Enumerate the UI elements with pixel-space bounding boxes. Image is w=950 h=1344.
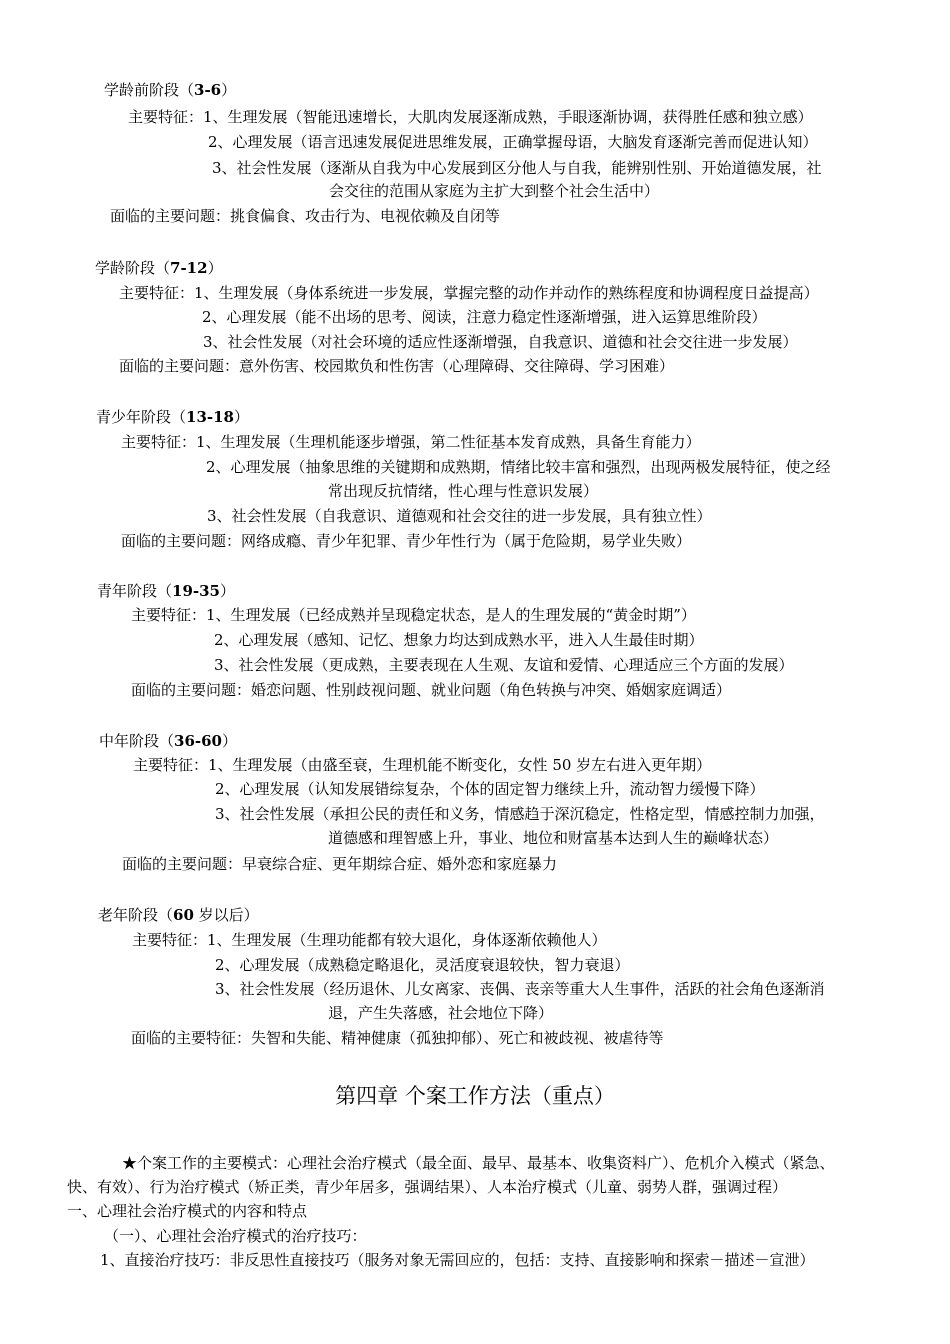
feature-line: 2、心理发展（认知发展错综复杂，个体的固定智力继续上升，流动智力缓慢下降） (215, 780, 765, 798)
section-heading: 一、心理社会治疗模式的内容和特点 (67, 1202, 308, 1220)
feature-line: 常出现反抗情绪，性心理与性意识发展） (328, 482, 599, 500)
feature-line: 3、社会性发展（自我意识、道德观和社会交往的进一步发展，具有独立性） (207, 507, 712, 525)
feature-line: 2、心理发展（语言迅速发展促进思维发展，正确掌握母语，大脑发育逐渐完善而促进认知） (208, 133, 818, 151)
stage-title: 老年阶段（60 岁以后） (98, 906, 259, 924)
feature-line: 2、心理发展（抽象思维的关键期和成熟期，情绪比较丰富和强烈，出现两极发展特征，使之经 (206, 458, 831, 476)
stage-title: 青少年阶段（13-18） (96, 408, 250, 426)
feature-line: 3、社会性发展（对社会环境的适应性逐渐增强，自我意识、道德和社会交往进一步发展） (203, 333, 798, 351)
feature-line: 主要特征：1、生理发展（生理机能逐步增强，第二性征基本发育成熟，具备生育能力） (121, 433, 701, 451)
feature-line: 会交往的范围从家庭为主扩大到整个社会生活中） (329, 182, 660, 200)
feature-line: 2、心理发展（能不出场的思考、阅读，注意力稳定性逐渐增强，进入运算思维阶段） (202, 308, 767, 326)
feature-line: 道德感和理智感上升，事业、地位和财富基本达到人生的巅峰状态） (328, 829, 779, 847)
feature-line: 主要特征：1、生理发展（已经成熟并呈现稳定状态，是人的生理发展的“黄金时期”） (131, 606, 696, 624)
problems-line: 面临的主要特征：失智和失能、精神健康（孤独抑郁）、死亡和被歧视、被虐待等 (131, 1029, 664, 1047)
stage-title: 学龄前阶段（3-6） (104, 81, 237, 99)
stage-title: 学龄阶段（7-12） (95, 259, 223, 277)
feature-line: 3、社会性发展（承担公民的责任和义务，情感趋于深沉稳定，性格定型，情感控制力加强， (215, 805, 825, 823)
feature-line: 2、心理发展（感知、记忆、想象力均达到成熟水平，进入人生最佳时期） (214, 631, 704, 649)
intro-line: 1、直接治疗技巧：非反思性直接技巧（服务对象无需回应的，包括：支持、直接影响和探索－描述－宣泄） (100, 1251, 815, 1269)
problems-line: 面临的主要问题：挑食偏食、攻击行为、电视依赖及自闭等 (110, 207, 501, 225)
feature-line: 主要特征：1、生理发展（身体系统进一步发展，掌握完整的动作并动作的熟练程度和协调程度日益提高） (119, 284, 819, 302)
feature-line: 3、社会性发展（经历退休、儿女离家、丧偶、丧亲等重大人生事件，活跃的社会角色逐渐消 (215, 980, 825, 998)
intro-line: ★个案工作的主要模式：心理社会治疗模式（最全面、最早、最基本、收集资料广）、危机介入模式（紧急、 (122, 1154, 835, 1172)
feature-line: 退，产生失落感，社会地位下降） (328, 1004, 554, 1022)
problems-line: 面临的主要问题：婚恋问题、性别歧视问题、就业问题（角色转换与冲突、婚姻家庭调适） (131, 681, 732, 699)
intro-line: 快、有效）、行为治疗模式（矫正类，青少年居多，强调结果）、人本治疗模式（儿童、弱势人群，强调过程） (67, 1178, 788, 1196)
feature-line: 主要特征：1、生理发展（由盛至衰，生理机能不断变化，女性 50 岁左右进入更年期） (133, 756, 712, 774)
problems-line: 面临的主要问题：意外伤害、校园欺负和性伤害（心理障碍、交往障碍、学习困难） (119, 357, 675, 375)
feature-line: 3、社会性发展（逐渐从自我为中心发展到区分他人与自我，能辨别性别、开始道德发展，社 (212, 159, 822, 177)
chapter-title: 第四章 个案工作方法（重点） (335, 1084, 615, 1108)
feature-line: 3、社会性发展（更成熟，主要表现在人生观、友谊和爱情、心理适应三个方面的发展） (214, 656, 794, 674)
stage-title: 中年阶段（36-60） (99, 732, 238, 750)
feature-line: 主要特征：1、生理发展（智能迅速增长，大肌肉发展逐渐成熟，手眼逐渐协调，获得胜任感和独立感） (128, 108, 813, 126)
problems-line: 面临的主要问题：网络成瘾、青少年犯罪、青少年性行为（属于危险期，易学业失败） (121, 532, 692, 550)
subsection-heading: （一）、心理社会治疗模式的治疗技巧： (104, 1227, 367, 1245)
feature-line: 2、心理发展（成熟稳定略退化，灵活度衰退较快，智力衰退） (215, 956, 630, 974)
feature-line: 主要特征：1、生理发展（生理功能都有较大退化，身体逐渐依赖他人） (132, 931, 607, 949)
stage-title: 青年阶段（19-35） (97, 582, 236, 600)
problems-line: 面临的主要问题：早衰综合症、更年期综合症、婚外恋和家庭暴力 (122, 855, 558, 873)
